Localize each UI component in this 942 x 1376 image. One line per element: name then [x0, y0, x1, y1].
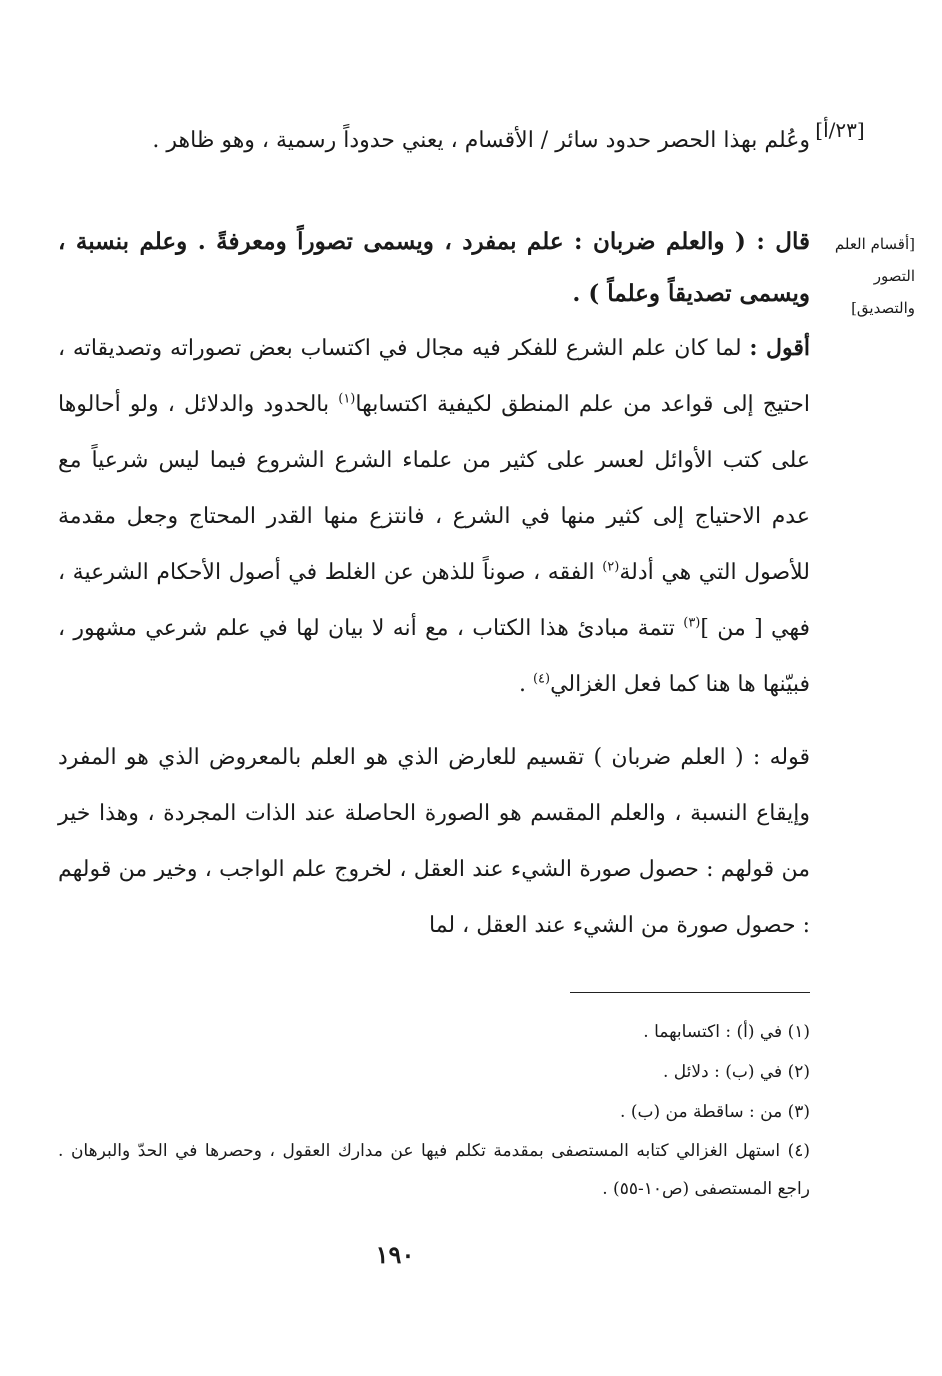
footnote-ref-3: (٣): [683, 615, 701, 631]
matn-quote: [58, 216, 810, 320]
footnote-divider: [570, 992, 810, 993]
opening-paragraph: وعُلم بهذا الحصر حدود سائر / الأقسام ، يعني حدوداً رسمية ، وهو ظاهر .: [152, 128, 810, 153]
commentary-text-b: بالحدود والدلائل ، ولو أحالوها على كتب الأوائل لعسر على كثير من علماء الشرع الشروع فيما ليس شرعياً مع عدم الاحتياج إلى كثير منها في الشرع ، فانتزع منها القدر المحتاج وجعل مقدمة للأصول التي هي أدلة: [58, 392, 811, 585]
explanation-paragraph: قوله : ( العلم ضربان ) تقسيم للعارض الذي هو العلم بالمعروض الذي هو المفرد وإيقاع النسبة ، والعلم المقسم هو الصورة الحاصلة عند الذات المجردة ، وهذا خير من قولهم : حصول صورة الشيء عند العقل ، لخروج علم الواجب ، وخير من قولهم : حصول صورة من الشيء عند العقل ، لما: [58, 745, 810, 938]
commentary-text-e: .: [518, 672, 526, 697]
page-number: ١٩٠: [375, 1240, 415, 1269]
commentary-text-c: الفقه ، صوناً للذهن عن الغلط في أصول الأحكام الشرعية ، فهي [ من ]: [58, 560, 810, 641]
margin-heading: [أقسام العلم التصور والتصديق]: [834, 235, 915, 317]
footnote-2: (٢) في (ب) : دلائل .: [663, 1062, 810, 1082]
footnote-3: (٣) من : ساقطة من (ب) .: [620, 1102, 810, 1122]
commentary-text-d: تتمة مبادئ هذا الكتاب ، مع أنه لا بيان لها في علم شرعي مشهور ، فبيّنها ها هنا كما فعل الغزالي: [58, 616, 810, 697]
commentary-text-a: لما كان علم الشرع للفكر فيه مجال في اكتساب بعض تصوراته وتصديقاته ، احتيج إلى قواعد من علم المنطق لكيفية اكتسابها: [58, 336, 810, 417]
manuscript-folio-marker: [٢٣/أ]: [815, 118, 865, 142]
matn-text: ( والعلم ضربان : علم بمفرد ، ويسمى تصوراً ومعرفةً . وعلم بنسبة ، ويسمى تصديقاً وعلماً ) .: [58, 228, 810, 307]
footnote-ref-4: (٤): [532, 671, 551, 687]
matn-lead: قال :: [756, 228, 810, 255]
footnote-ref-1: (١): [338, 391, 356, 407]
footnote-ref-2: (٢): [602, 559, 620, 575]
footnote-4: (٤) استهل الغزالي كتابه المستصفى بمقدمة تكلم فيها عن مدارك العقول ، وحصرها في الحدّ والبرهان . راجع المستصفى (ص١٠-٥٥) .: [58, 1141, 810, 1199]
commentary-lead: أقول :: [749, 335, 810, 361]
footnote-1: (١) في (أ) : اكتسابهما .: [643, 1022, 810, 1042]
commentary-paragraph: [58, 320, 810, 713]
footnotes: [58, 1012, 810, 1208]
